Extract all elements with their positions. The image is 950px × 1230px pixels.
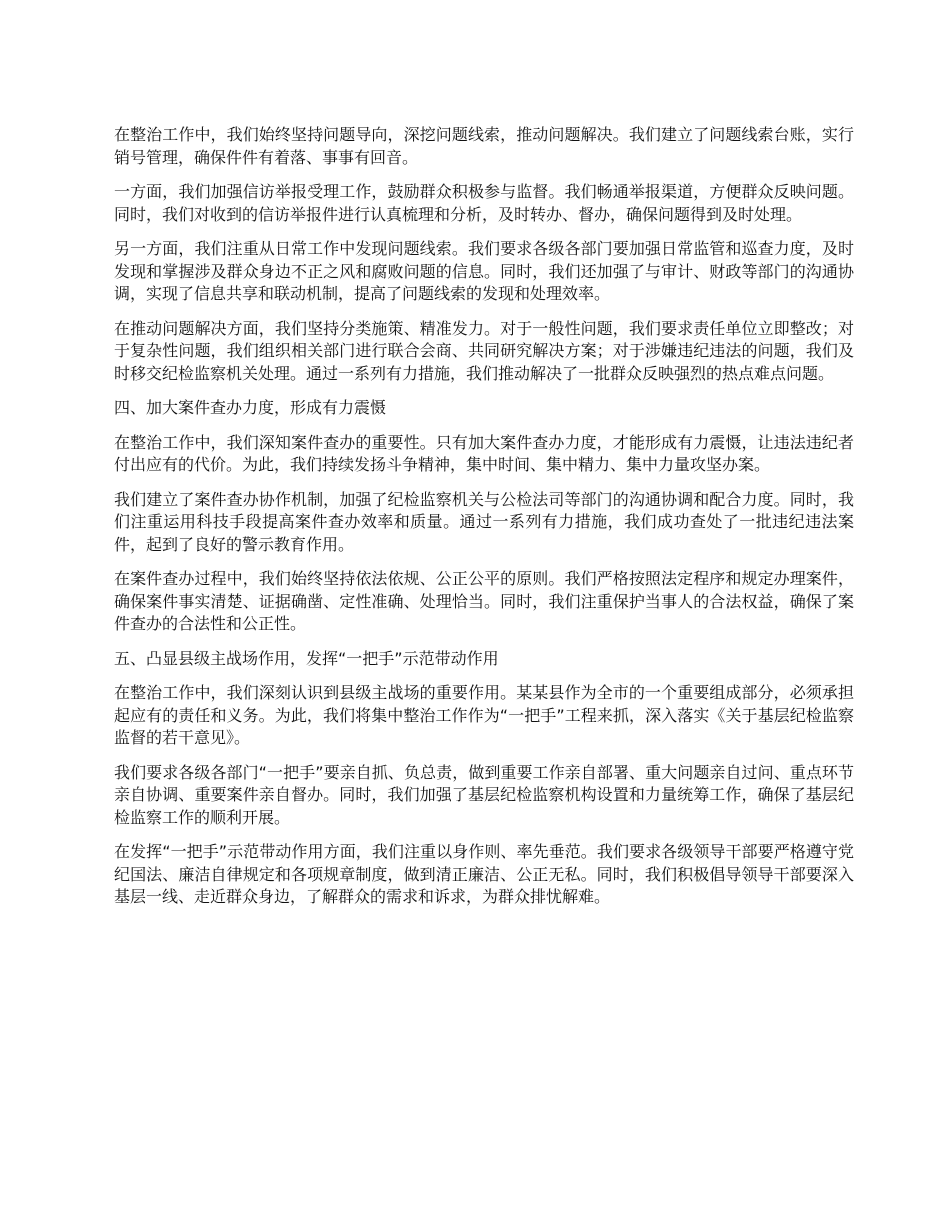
paragraph-10: 在发挥“一把手”示范带动作用方面，我们注重以身作则、率先垂范。我们要求各级领导干部要严格遵守党纪国法、廉洁自律规定和各项规章制度，做到清正廉洁、公正无私。同时，我们积极倡导领导干部要深入基层一线、走近群众身边，了解群众的需求和诉求，为群众排忧解难。 xyxy=(114,842,854,906)
document-page xyxy=(114,124,854,921)
paragraph-3: 另一方面，我们注重从日常工作中发现问题线索。我们要求各级各部门要加强日常监管和巡查力度，及时发现和掌握涉及群众身边不正之风和腐败问题的信息。同时，我们还加强了与审计、财政等部门的沟通协调，实现了信息共享和联动机制，提高了问题线索的发现和处理效率。 xyxy=(114,239,854,303)
paragraph-2: 一方面，我们加强信访举报受理工作，鼓励群众积极参与监督。我们畅通举报渠道，方便群众反映问题。同时，我们对收到的信访举报件进行认真梳理和分析，及时转办、督办，确保问题得到及时处理。 xyxy=(114,182,854,224)
paragraph-5: 在整治工作中，我们深知案件查办的重要性。只有加大案件查办力度，才能形成有力震慑，让违法违纪者付出应有的代价。为此，我们持续发扬斗争精神，集中时间、集中精力、集中力量攻坚办案。 xyxy=(114,432,854,474)
paragraph-1: 在整治工作中，我们始终坚持问题导向，深挖问题线索，推动问题解决。我们建立了问题线索台账，实行销号管理，确保件件有着落、事事有回音。 xyxy=(114,125,854,167)
paragraph-9: 我们要求各级各部门“一把手”要亲自抓、负总责，做到重要工作亲自部署、重大问题亲自过问、重点环节亲自协调、重要案件亲自督办。同时，我们加强了基层纪检监察机构设置和力量统筹工作，确保了基层纪检监察工作的顺利开展。 xyxy=(114,762,854,827)
section-heading-5: 五、凸显县级主战场作用，发挥“一把手”示范带动作用 xyxy=(114,648,499,668)
paragraph-4: 在推动问题解决方面，我们坚持分类施策、精准发力。对于一般性问题，我们要求责任单位立即整改；对于复杂性问题，我们组织相关部门进行联合会商、共同研究解决方案；对于涉嫌违纪违法的问题，我们及时移交纪检监察机关处理。通过一系列有力措施，我们推动解决了一批群众反映强烈的热点难点问题。 xyxy=(114,318,854,383)
section-heading-4: 四、加大案件查办力度，形成有力震慑 xyxy=(114,398,387,417)
paragraph-6: 我们建立了案件查办协作机制，加强了纪检监察机关与公检法司等部门的沟通协调和配合力度。同时，我们注重运用科技手段提高案件查办效率和质量。通过一系列有力措施，我们成功查处了一批违纪违法案件，起到了良好的警示教育作用。 xyxy=(114,489,854,554)
paragraph-7: 在案件查办过程中，我们始终坚持依法依规、公正公平的原则。我们严格按照法定程序和规定办理案件，确保案件事实清楚、证据确凿、定性准确、处理恰当。同时，我们注重保护当事人的合法权益，确保了案件查办的合法性和公正性。 xyxy=(114,569,854,633)
paragraph-8: 在整治工作中，我们深刻认识到县级主战场的重要作用。某某县作为全市的一个重要组成部分，必须承担起应有的责任和义务。为此，我们将集中整治工作作为“一把手”工程来抓，深入落实《关于基层纪检监察监督的若干意见》。 xyxy=(114,683,854,747)
